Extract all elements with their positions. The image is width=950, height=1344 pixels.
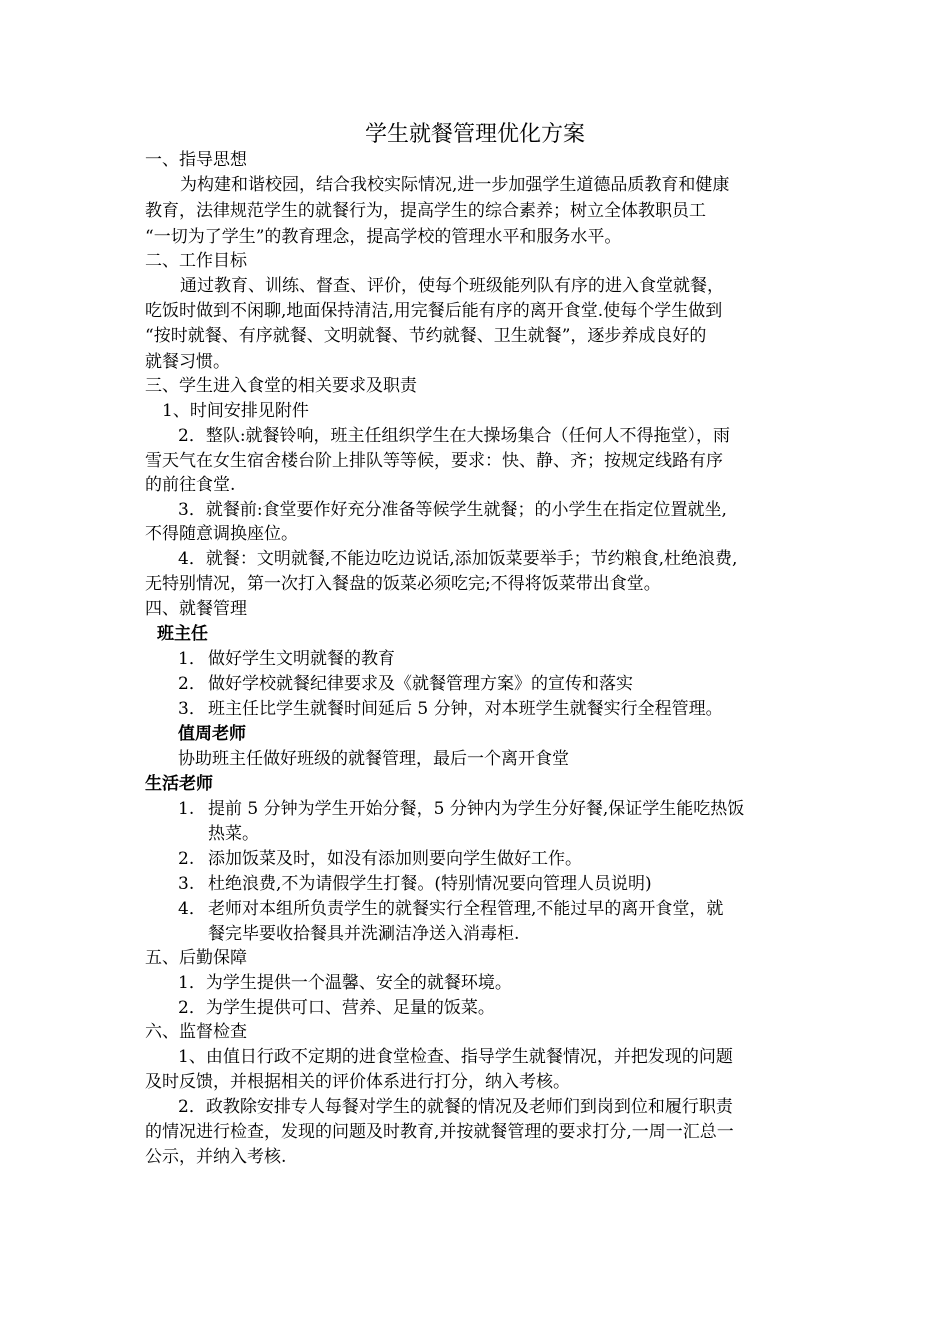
section-heading: 一、指导思想: [145, 150, 247, 170]
list-number: 3．: [178, 699, 206, 719]
paragraph-line: 2．政教除安排专人每餐对学生的就餐的情况及老师们到岗到位和履行职责: [178, 1097, 733, 1117]
list-text: 班主任比学生就餐时间延后 5 分钟，对本班学生就餐实行全程管理。: [208, 699, 723, 719]
paragraph-line: 不得随意调换座位。: [145, 524, 298, 544]
paragraph-line: 4．就餐：文明就餐,不能边吃边说话,添加饭菜要举手；节约粮食,杜绝浪费,: [178, 549, 738, 569]
list-number: 1．: [178, 649, 206, 669]
list-item: [178, 901, 723, 918]
section-heading: 四、就餐管理: [145, 599, 247, 619]
paragraph-line: 就餐习惯。: [145, 352, 230, 372]
subheading-duty-teacher: 值周老师: [178, 724, 246, 744]
paragraph-line: “按时就餐、有序就餐、文明就餐、节约就餐、卫生就餐”，逐步养成良好的: [145, 326, 707, 346]
list-text: 添加饭菜及时，如没有添加则要向学生做好工作。: [208, 849, 582, 869]
list-text: 做好学生文明就餐的教育: [208, 649, 395, 669]
list-text: 提前 5 分钟为学生开始分餐，5 分钟内为学生分好餐,保证学生能吃热饭: [208, 799, 745, 819]
paragraph-line: 教育，法律规范学生的就餐行为，提高学生的综合素养；树立全体教职员工: [145, 201, 706, 221]
section-heading: 三、学生进入食堂的相关要求及职责: [145, 376, 417, 396]
list-number: 3.: [178, 874, 195, 894]
list-text-continued: 餐完毕要收拾餐具并洗涮洁净送入消毒柜.: [208, 924, 520, 944]
list-item: [178, 676, 633, 693]
paragraph-line: 的情况进行检查，发现的问题及时教育,并按就餐管理的要求打分,一周一汇总一: [145, 1122, 734, 1142]
list-item: [178, 851, 582, 868]
list-item: [178, 876, 652, 893]
list-number: 1.: [178, 799, 195, 819]
section-heading: 二、工作目标: [145, 251, 247, 271]
paragraph-line: 无特别情况，第一次打入餐盘的饭菜必须吃完;不得将饭菜带出食堂。: [145, 574, 661, 594]
list-text: 杜绝浪费,不为请假学生打餐。(特别情况要向管理人员说明): [208, 874, 652, 894]
paragraph-line: “一切为了学生”的教育理念，提高学校的管理水平和服务水平。: [145, 227, 622, 247]
paragraph-line: 1、由值日行政不定期的进食堂检查、指导学生就餐情况，并把发现的问题: [178, 1047, 733, 1067]
subheading-life-teacher: 生活老师: [145, 774, 213, 794]
paragraph-line: 协助班主任做好班级的就餐管理，最后一个离开食堂: [178, 749, 569, 769]
paragraph-line: 吃饭时做到不闲聊,地面保持清洁,用完餐后能有序的离开食堂.使每个学生做到: [145, 301, 723, 321]
list-text: 老师对本组所负责学生的就餐实行全程管理,不能过早的离开食堂，就: [208, 899, 724, 919]
list-number: 2.: [178, 849, 195, 869]
list-number: 2．: [178, 674, 206, 694]
paragraph-line: 为构建和谐校园，结合我校实际情况,进一步加强学生道德品质教育和健康: [180, 175, 730, 195]
subheading-class-teacher: 班主任: [157, 624, 208, 644]
paragraph-line: 的前往食堂.: [145, 475, 236, 495]
list-number: 4．: [178, 899, 206, 919]
list-item: [178, 801, 744, 818]
document-title: 学生就餐管理优化方案: [364, 122, 585, 147]
list-item: 2．为学生提供可口、营养、足量的饭菜。: [178, 998, 495, 1018]
section-heading: 六、监督检查: [145, 1022, 247, 1042]
section-heading: 五、后勤保障: [145, 948, 247, 968]
list-item: 1、时间安排见附件: [162, 401, 309, 421]
paragraph-line: 及时反馈，并根据相关的评价体系进行打分，纳入考核。: [145, 1072, 570, 1092]
paragraph-line: 通过教育、训练、督查、评价，使每个班级能列队有序的进入食堂就餐，: [180, 276, 724, 296]
paragraph-line: 2．整队:就餐铃响，班主任组织学生在大操场集合（任何人不得拖堂），雨: [178, 426, 731, 446]
list-item: [178, 701, 723, 718]
paragraph-line: 3．就餐前:食堂要作好充分准备等候学生就餐；的小学生在指定位置就坐,: [178, 500, 727, 520]
paragraph-line: 公示，并纳入考核.: [145, 1147, 287, 1167]
list-item: [178, 651, 395, 668]
list-text-continued: 热菜。: [208, 824, 259, 844]
list-item: 1．为学生提供一个温馨、安全的就餐环境。: [178, 973, 512, 993]
list-text: 做好学校就餐纪律要求及《就餐管理方案》的宣传和落实: [208, 674, 633, 694]
paragraph-line: 雪天气在女生宿舍楼台阶上排队等等候，要求：快、静、齐；按规定线路有序: [145, 451, 723, 471]
